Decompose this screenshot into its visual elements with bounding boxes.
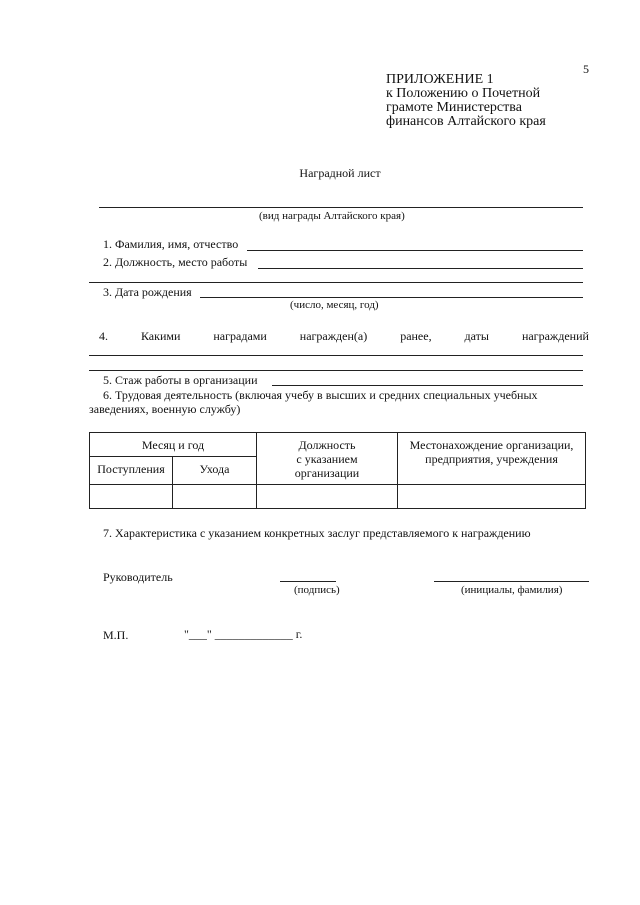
date-field[interactable]: "___" _____________ г. (184, 627, 303, 641)
col-location (398, 433, 586, 485)
col-month-year: Месяц и год (90, 433, 257, 457)
page-number: 5 (583, 62, 589, 76)
cell-start[interactable] (90, 485, 173, 509)
field-work-history-label: 6. Трудовая деятельность (включая учебу в высших и средних специальных учебных (103, 388, 538, 402)
col-end: Ухода (173, 457, 257, 485)
appendix-line: грамоте Министерства (386, 100, 522, 115)
col-location-line: предприятия, учреждения (425, 452, 558, 466)
field-experience-line[interactable] (272, 385, 583, 386)
prev-awards-word: наградами (213, 329, 267, 343)
cell-end[interactable] (173, 485, 257, 509)
field-work-history-label-2: заведениях, военную службу) (89, 402, 241, 416)
prev-awards-word: награжден(а) (299, 329, 368, 343)
field-prev-awards-line[interactable] (89, 355, 583, 356)
appendix-line: финансов Алтайского края (386, 114, 546, 129)
document-title: Наградной лист (299, 166, 381, 180)
cell-position[interactable] (257, 485, 398, 509)
prev-awards-word: Какими (140, 329, 181, 343)
award-type-caption: (вид награды Алтайского края) (259, 210, 405, 222)
appendix-line: к Положению о Почетной (386, 86, 541, 101)
field-birthdate-line[interactable] (200, 297, 583, 298)
award-type-line[interactable] (99, 207, 583, 208)
cell-location[interactable] (398, 485, 586, 509)
prev-awards-word: ранее, (400, 329, 432, 343)
prev-awards-word: 4. (99, 329, 108, 343)
col-position (257, 433, 398, 485)
field-characteristic-label: 7. Характеристика с указанием конкретных заслуг представляемого к награждению (103, 526, 531, 540)
work-history-table (89, 432, 586, 509)
signature-caption: (подпись) (294, 584, 340, 596)
field-birthdate-label: 3. Дата рождения (103, 285, 192, 299)
field-experience-label: 5. Стаж работы в организации (103, 373, 258, 387)
field-position-line-2[interactable] (89, 282, 583, 283)
field-prev-awards-line-2[interactable] (89, 370, 583, 371)
appendix-header (386, 73, 546, 129)
head-label: Руководитель (103, 570, 173, 584)
col-location-line: Местонахождение организации, (409, 438, 574, 452)
field-name-line[interactable] (247, 250, 583, 251)
col-start: Поступления (90, 457, 173, 485)
appendix-line: ПРИЛОЖЕНИЕ 1 (386, 72, 494, 87)
field-name-label: 1. Фамилия, имя, отчество (103, 237, 239, 251)
field-position-line[interactable] (258, 268, 583, 269)
initials-caption: (инициалы, фамилия) (461, 584, 563, 596)
prev-awards-word: даты (464, 329, 489, 343)
signature-line[interactable] (280, 581, 336, 582)
field-birthdate-caption: (число, месяц, год) (290, 299, 379, 311)
field-prev-awards-label (99, 329, 589, 343)
initials-line[interactable] (434, 581, 589, 582)
prev-awards-word: награждений (521, 329, 589, 343)
col-position-line: Должность (298, 438, 356, 452)
col-position-line: с указанием (296, 452, 358, 466)
stamp-label: М.П. (103, 628, 129, 642)
field-position-label: 2. Должность, место работы (103, 255, 248, 269)
col-position-line: организации (294, 466, 360, 480)
